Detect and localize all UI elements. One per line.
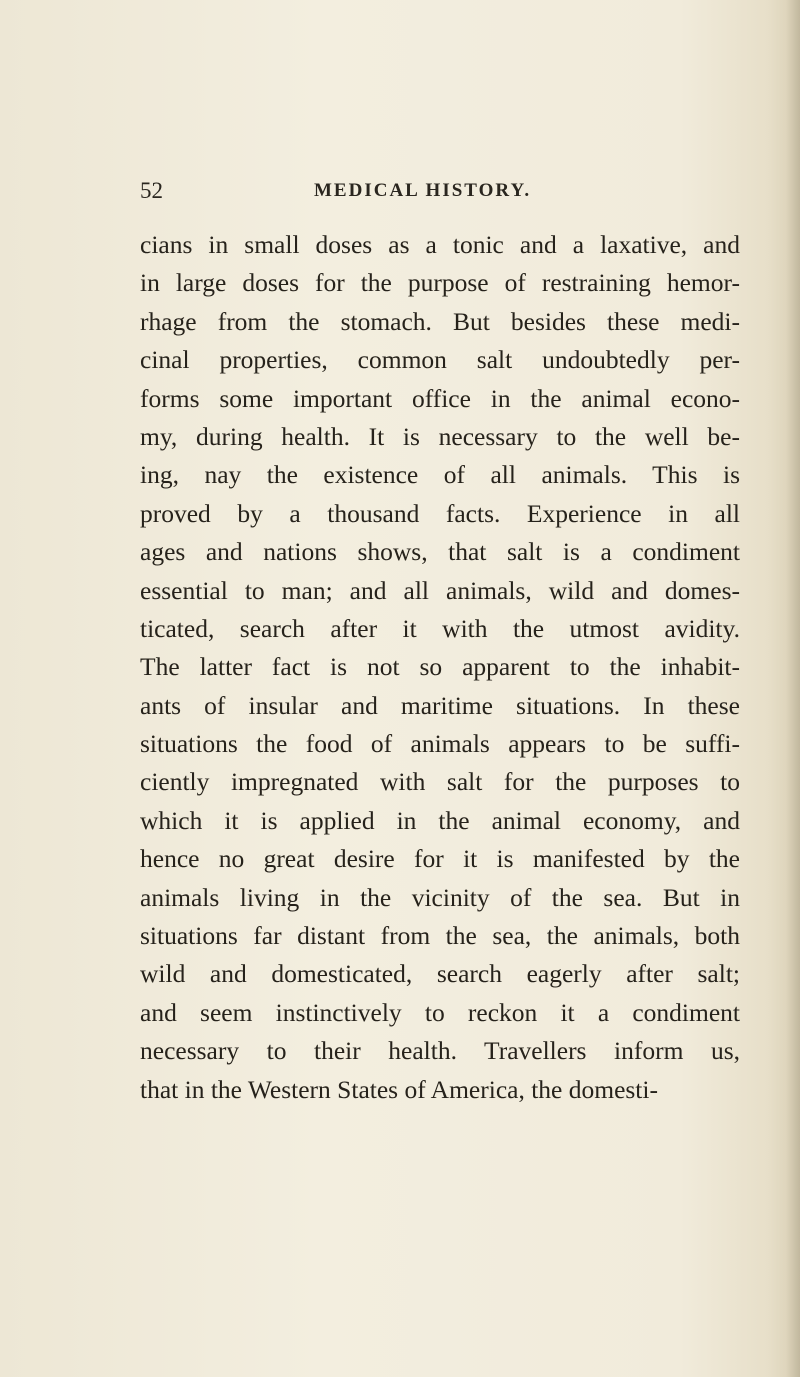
text-line: situations the food of animals appears to be suffi- [140,729,740,759]
text-line: essential to man; and all animals, wild and domes- [140,575,740,605]
text-line: necessary to their health. Travellers inform us, [140,1036,740,1066]
text-line: and seem instinctively to reckon it a condiment [140,997,740,1027]
text-line: hence no great desire for it is manifested by the [140,844,740,874]
text-line: that in the Western States of America, the domesti- [140,1074,658,1104]
text-line: ages and nations shows, that salt is a condiment [140,537,740,567]
text-line: proved by a thousand facts. Experience in all [140,498,740,528]
page-header [140,178,760,208]
text-line: The latter fact is not so apparent to the inhabit- [140,652,740,682]
text-line: cinal properties, common salt undoubtedly per- [140,345,740,375]
page-number: 52 [140,178,163,203]
text-line: wild and domesticated, search eagerly after salt; [140,959,740,989]
text-line: situations far distant from the sea, the animals, both [140,921,740,951]
page-edge-shadow [786,0,800,1377]
body-text [140,226,740,1109]
text-line: rhage from the stomach. But besides these medi- [140,306,740,336]
text-line: ants of insular and maritime situations. In these [140,690,740,720]
text-line: ticated, search after it with the utmost avidity. [140,613,740,643]
text-line: animals living in the vicinity of the sea. But in [140,882,740,912]
text-line: ing, nay the existence of all animals. This is [140,460,740,490]
text-line: forms some important office in the animal econo- [140,383,740,413]
text-line: my, during health. It is necessary to the well be- [140,421,740,451]
text-line: which it is applied in the animal economy, and [140,805,740,835]
text-line: cians in small doses as a tonic and a laxative, and [140,230,740,259]
text-line: in large doses for the purpose of restraining hemor- [140,268,740,298]
text-line: ciently impregnated with salt for the purposes to [140,767,740,797]
running-title: MEDICAL HISTORY. [314,180,532,201]
